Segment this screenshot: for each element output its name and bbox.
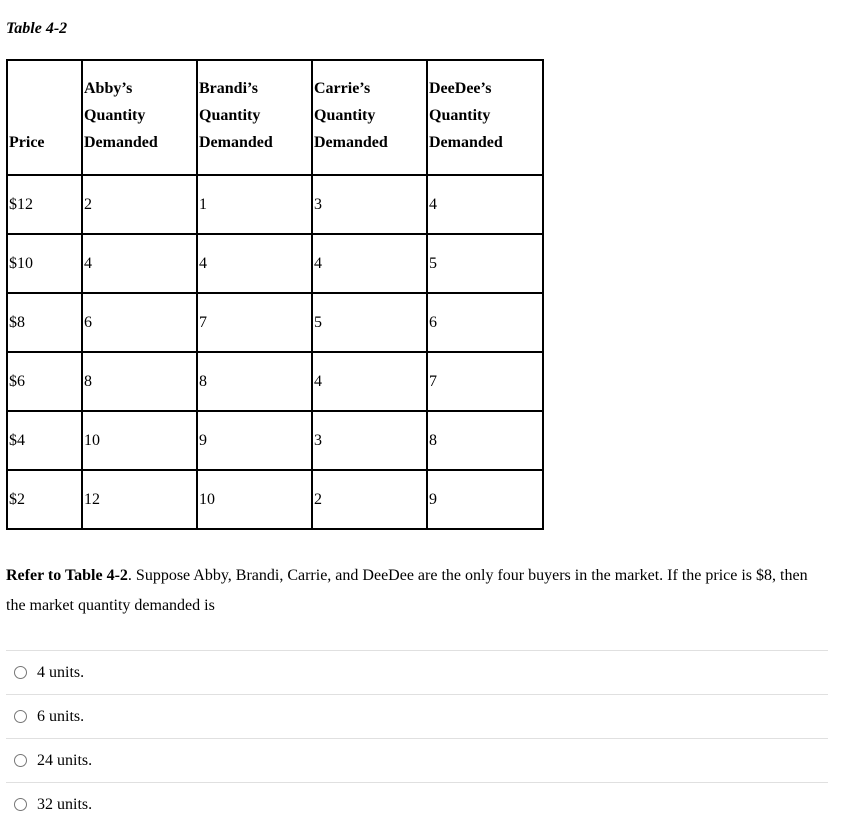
table-cell: 4 <box>427 175 543 234</box>
table-cell: 1 <box>197 175 312 234</box>
answer-options <box>6 650 828 826</box>
header-deedee: DeeDee’s Quantity Demanded <box>427 60 543 175</box>
table-caption: Table 4-2 <box>6 20 68 37</box>
table-cell: $10 <box>7 234 82 293</box>
table-cell: 8 <box>197 352 312 411</box>
table-header-row <box>7 60 543 175</box>
answer-option[interactable] <box>6 694 828 738</box>
table-cell: $2 <box>7 470 82 529</box>
header-carrie: Carrie’s Quantity Demanded <box>312 60 427 175</box>
table-cell: 6 <box>427 293 543 352</box>
answer-option[interactable] <box>6 782 828 826</box>
table-row <box>7 411 543 470</box>
radio-button[interactable] <box>14 798 27 811</box>
option-label: 6 units. <box>37 707 85 725</box>
table-cell: 3 <box>312 411 427 470</box>
question-body: . Suppose Abby, Brandi, Carrie, and DeeDee are the only four buyers in the market. If the price is $8, then the market quantity demanded is <box>6 567 808 614</box>
table-row <box>7 234 543 293</box>
table-cell: 7 <box>427 352 543 411</box>
table-cell: 12 <box>82 470 197 529</box>
header-abby: Abby’s Quantity Demanded <box>82 60 197 175</box>
table-cell: $8 <box>7 293 82 352</box>
table-cell: 2 <box>312 470 427 529</box>
table-row <box>7 293 543 352</box>
table-cell: $12 <box>7 175 82 234</box>
radio-button[interactable] <box>14 754 27 767</box>
option-label: 32 units. <box>37 795 93 813</box>
table-cell: 4 <box>312 352 427 411</box>
table-cell: 4 <box>82 234 197 293</box>
demand-table <box>6 59 544 530</box>
table-cell: 2 <box>82 175 197 234</box>
question-reference: Refer to Table 4-2 <box>6 567 128 584</box>
table-cell: $6 <box>7 352 82 411</box>
table-cell: 6 <box>82 293 197 352</box>
header-brandi: Brandi’s Quantity Demanded <box>197 60 312 175</box>
table-row <box>7 470 543 529</box>
option-label: 24 units. <box>37 751 93 769</box>
table-cell: 8 <box>82 352 197 411</box>
table-row <box>7 352 543 411</box>
option-label: 4 units. <box>37 663 85 681</box>
table-cell: 5 <box>312 293 427 352</box>
table-cell: 9 <box>427 470 543 529</box>
table-cell: 10 <box>82 411 197 470</box>
table-row <box>7 175 543 234</box>
header-price: Price <box>7 60 82 175</box>
table-cell: 5 <box>427 234 543 293</box>
answer-option[interactable] <box>6 738 828 782</box>
table-cell: 7 <box>197 293 312 352</box>
question-text <box>6 561 826 621</box>
radio-button[interactable] <box>14 710 27 723</box>
table-cell: 4 <box>312 234 427 293</box>
table-cell: 4 <box>197 234 312 293</box>
table-cell: 3 <box>312 175 427 234</box>
table-cell: 8 <box>427 411 543 470</box>
table-cell: 9 <box>197 411 312 470</box>
radio-button[interactable] <box>14 666 27 679</box>
answer-option[interactable] <box>6 650 828 694</box>
table-cell: $4 <box>7 411 82 470</box>
table-cell: 10 <box>197 470 312 529</box>
